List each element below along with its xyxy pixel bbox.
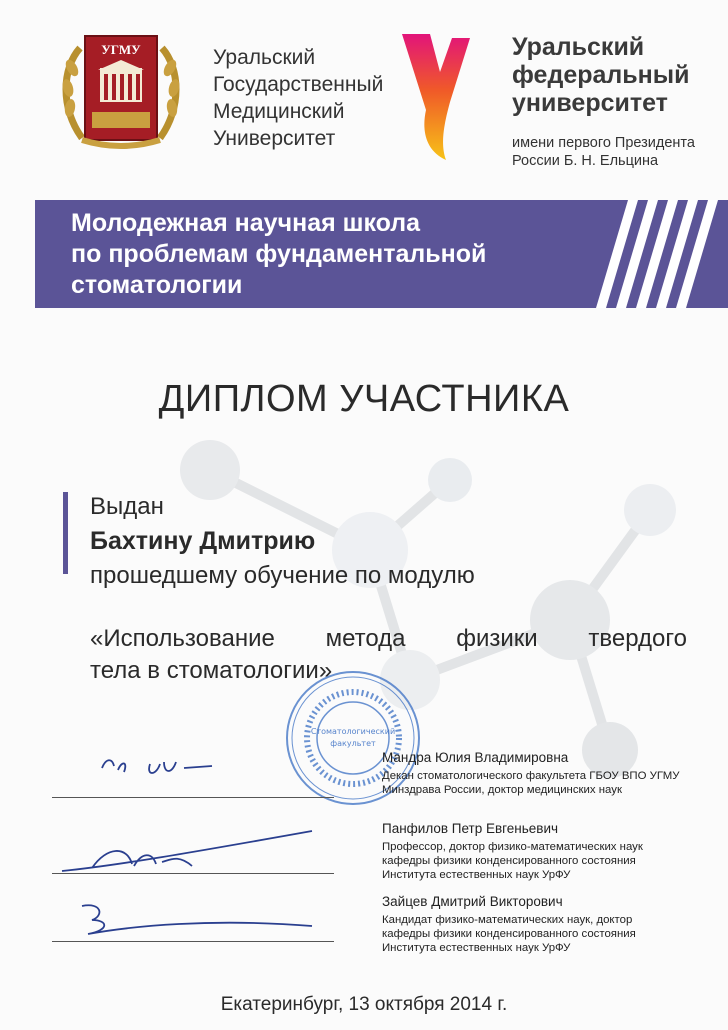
urfu-logo <box>400 32 472 164</box>
signer-role-line: Института естественных наук УрФУ <box>382 942 571 954</box>
module-line-2: тела в стоматологии» <box>90 657 333 684</box>
ugmu-line: Государственный <box>213 73 384 96</box>
signer-role-line: кафедры физики конденсированного состояния <box>382 855 636 867</box>
stamp-text: факультет <box>330 739 376 748</box>
signer-block <box>382 893 636 955</box>
signature-1 <box>52 740 352 800</box>
ugmu-name <box>213 44 383 152</box>
accent-bar <box>63 492 68 574</box>
school-banner <box>35 200 728 308</box>
banner-line: по проблемам фундаментальной <box>71 240 487 268</box>
diploma-title: ДИПЛОМ УЧАСТНИКА <box>158 378 570 420</box>
module-word: «Использование <box>90 625 275 652</box>
signer-name: Панфилов Петр Евгеньевич <box>382 821 559 836</box>
banner-line: стоматологии <box>71 271 243 299</box>
module-word: твердого <box>588 625 687 652</box>
signer-role-line: Минздрава России, доктор медицинских наук <box>382 784 622 796</box>
signature-line <box>52 941 334 942</box>
urfu-subtitle <box>512 134 695 170</box>
ugmu-line: Уральский <box>213 46 316 69</box>
banner-stripes <box>578 200 728 308</box>
signature-3 <box>52 896 352 956</box>
urfu-line: университет <box>512 89 668 117</box>
banner-text <box>71 208 486 301</box>
signer-block <box>382 820 643 882</box>
urfu-line: Уральский <box>512 33 645 61</box>
urfu-subtitle-line: имени первого Президента <box>512 135 695 151</box>
urfu-name <box>512 33 689 117</box>
signature-2 <box>52 826 352 886</box>
completed-text: прошедшему обучение по модулю <box>90 562 475 589</box>
signer-role-line: кафедры физики конденсированного состояния <box>382 928 636 940</box>
signer-role-line: Кандидат физико-математических наук, доктор <box>382 914 633 926</box>
urfu-subtitle-line: России Б. Н. Ельцина <box>512 153 659 169</box>
ugmu-line: Университет <box>213 127 336 150</box>
ugmu-crest-logo <box>52 28 190 156</box>
signature-line <box>52 873 334 874</box>
signer-name: Мандра Юлия Владимировна <box>382 750 569 765</box>
module-word: физики <box>456 625 538 652</box>
signer-role-line: Декан стоматологического факультета ГБОУ ВПО УГМУ <box>382 770 680 782</box>
banner-line: Молодежная научная школа <box>71 209 421 237</box>
recipient-name: Бахтину Дмитрию <box>90 527 316 555</box>
signer-block <box>382 749 680 797</box>
ugmu-line: Медицинский <box>213 100 345 123</box>
module-word: метода <box>325 625 406 652</box>
place-and-date: Екатеринбург, 13 октября 2014 г. <box>220 994 508 1015</box>
urfu-line: федеральный <box>512 61 690 89</box>
signer-role-line: Профессор, доктор физико-математических наук <box>382 841 643 853</box>
ugmu-logo-text: УГМУ <box>101 42 141 57</box>
signature-line <box>52 797 334 798</box>
stamp-text: Стоматологический <box>310 727 396 736</box>
signer-name: Зайцев Дмитрий Викторович <box>382 894 563 909</box>
signer-role-line: Института естественных наук УрФУ <box>382 869 571 881</box>
issued-label: Выдан <box>90 493 164 520</box>
